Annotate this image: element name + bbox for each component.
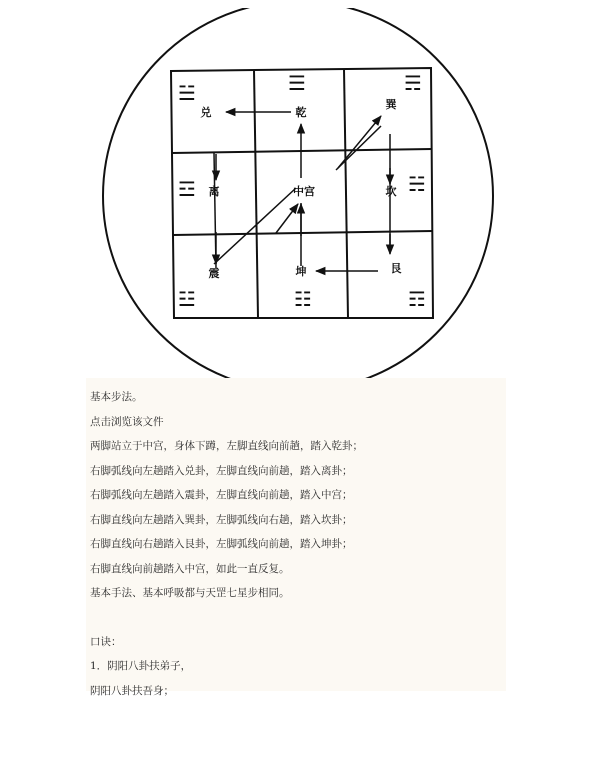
koujue-heading: 口诀： xyxy=(90,635,122,648)
trigram-kan-icon: ☵ xyxy=(408,172,426,196)
trigram-gen-icon: ☶ xyxy=(408,287,426,311)
step-line: 右脚直线向左趟踏入巽卦，左脚弧线向右趟，踏入坎卦； xyxy=(90,513,353,526)
article-text xyxy=(90,388,502,706)
label-gen: 艮 xyxy=(390,262,402,275)
trigram-li-icon: ☲ xyxy=(178,177,196,201)
label-kun: 坤 xyxy=(295,265,307,278)
label-center: 中宫 xyxy=(293,185,315,198)
step-line: 两脚站立于中宫，身体下蹲，左脚直线向前趟，踏入乾卦； xyxy=(90,440,363,452)
step-line: 右脚直线向前趟踏入中宫，如此一直反复。 xyxy=(90,562,290,575)
step-line: 右脚弧线向左趟踏入震卦，左脚直线向前趟，踏入中宫； xyxy=(90,489,353,501)
verse-line: 1．阴阳八卦扶弟子， xyxy=(90,660,192,672)
document-page xyxy=(86,8,506,697)
step-line: 右脚弧线向左趟踏入兑卦，左脚直线向前趟，踏入离卦； xyxy=(90,464,353,477)
trigram-kun-icon: ☷ xyxy=(294,287,312,311)
label-xun: 巽 xyxy=(385,98,397,111)
bagua-diagram-svg xyxy=(86,8,506,378)
arrow-zhen-to-center xyxy=(276,204,298,233)
step-line: 右脚直线向右趟踏入艮卦，左脚弧线向前趟，踏入坤卦； xyxy=(90,538,353,550)
label-li: 离 xyxy=(208,185,220,198)
trigram-dui-icon: ☱ xyxy=(178,81,196,105)
verse-line: 阴阳八卦扶吾身； xyxy=(90,684,174,697)
label-qian: 乾 xyxy=(295,106,307,119)
label-kan: 坎 xyxy=(385,185,397,198)
trigram-zhen-icon: ☳ xyxy=(178,287,196,311)
label-zhen: 震 xyxy=(208,267,220,280)
bagua-diagram xyxy=(86,8,506,378)
step-line: 基本手法、基本呼吸都与天罡七星步相同。 xyxy=(90,587,290,599)
trigram-qian-icon: ☰ xyxy=(288,71,306,95)
label-dui: 兑 xyxy=(200,106,212,119)
section-heading: 基本步法。 xyxy=(90,391,143,403)
trigram-xun-icon: ☴ xyxy=(404,71,422,95)
browse-file-link[interactable]: 点击浏览该文件 xyxy=(90,415,164,428)
